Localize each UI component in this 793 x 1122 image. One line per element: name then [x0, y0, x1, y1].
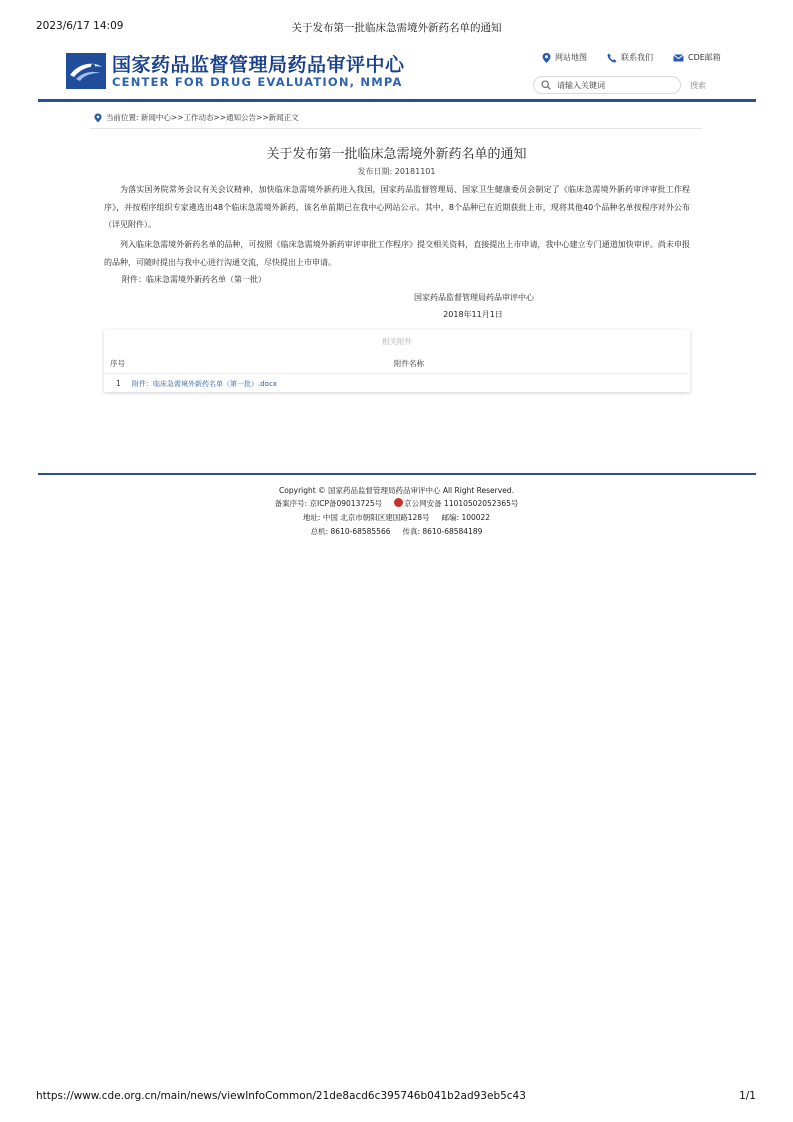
icp-number[interactable]: 备案序号: 京ICP备09013725号: [274, 499, 383, 508]
print-page-number: 1/1: [739, 1090, 756, 1102]
mail-label: CDE邮箱: [688, 53, 721, 62]
search-icon: [541, 80, 551, 90]
breadcrumb-divider: [90, 128, 702, 129]
search-button[interactable]: 搜索: [690, 81, 706, 90]
contact-link[interactable]: [607, 52, 653, 63]
mail-icon: [673, 54, 684, 62]
attachment-file-link[interactable]: 附件：临床急需境外新药名单（第一批）.docx: [132, 380, 277, 388]
police-record[interactable]: 京公网安备 11010502052365号: [404, 499, 519, 508]
footer-address: [0, 512, 793, 523]
switchboard-text: 总机: 8610-68585566: [310, 527, 391, 536]
logo-emblem-icon: [66, 53, 106, 89]
location-pin-icon: [542, 53, 551, 63]
attachments-divider: [104, 373, 690, 374]
breadcrumb: [94, 112, 299, 123]
police-badge-icon: [394, 498, 403, 507]
print-datetime: 2023/6/17 14:09: [36, 20, 124, 32]
signature-date: 2018年11月1日: [443, 310, 503, 319]
breadcrumb-text[interactable]: 当前位置: 新闻中心>>工作动态>>通知公告>>新闻正文: [106, 113, 299, 122]
search-input[interactable]: [557, 81, 667, 90]
site-title-en[interactable]: CENTER FOR DRUG EVALUATION, NMPA: [112, 75, 403, 89]
sitemap-link[interactable]: [542, 52, 587, 63]
sitemap-label: 网站地图: [555, 53, 587, 62]
postcode-text: 邮编: 100022: [441, 513, 491, 522]
article-paragraph-1: 为落实国务院常务会议有关会议精神，加快临床急需境外新药进入我国，国家药品监督管理局、国家卫生健康委员会制定了《临床急需境外新药审评审批工作程序》，并按程序组织专家遴选出48个临床急需境外新药，该名单前期已在我中心网站公示。其中，8个品种已在近期获批上市，现将其他40个品种名单按程序对外公布（详见附件）。: [104, 185, 690, 229]
search-box[interactable]: [533, 76, 681, 94]
contact-label: 联系我们: [621, 53, 653, 62]
article-title: 关于发布第一批临床急需境外新药名单的通知: [266, 147, 527, 162]
header-divider: [38, 99, 756, 102]
attachment-row-number: 1: [116, 379, 121, 388]
address-text: 地址: 中国 北京市朝阳区建国路128号: [302, 513, 430, 522]
cde-logo[interactable]: [66, 53, 106, 89]
signature-organization: 国家药品监督管理局药品审评中心: [414, 293, 534, 302]
footer-copyright: Copyright © 国家药品监督管理局药品审评中心 All Right Reserved.: [279, 486, 514, 495]
footer-phone: [0, 526, 793, 537]
attachments-panel: [104, 330, 690, 392]
publish-date: 发布日期: 20181101: [357, 167, 436, 176]
attachments-caption: 相关附件: [382, 337, 412, 346]
footer-divider: [38, 473, 756, 475]
column-header-number: 序号: [110, 359, 125, 368]
phone-icon: [607, 53, 617, 63]
fax-text: 传真: 8610-68584189: [402, 527, 483, 536]
column-header-name: 附件名称: [394, 359, 424, 368]
attachment-note: 附件：临床急需境外新药名单（第一批）: [122, 275, 266, 284]
print-url: https://www.cde.org.cn/main/news/viewInfoCommon/21de8acd6c395746b041b2ad93eb5c43: [36, 1090, 526, 1102]
mail-link[interactable]: [673, 52, 721, 63]
article-paragraph-2: 列入临床急需境外新药名单的品种，可按照《临床急需境外新药审评审批工作程序》提交相关资料，直接提出上市申请，我中心建立专门通道加快审评。尚未申报的品种，可随时提出与我中心进行沟通交流，尽快提出上市申请。: [104, 240, 690, 267]
site-title-cn[interactable]: 国家药品监督管理局药品审评中心: [112, 54, 405, 76]
footer-registration: [0, 498, 793, 509]
location-pin-icon: [94, 113, 102, 123]
print-page-title: 关于发布第一批临床急需境外新药名单的通知: [291, 22, 502, 34]
